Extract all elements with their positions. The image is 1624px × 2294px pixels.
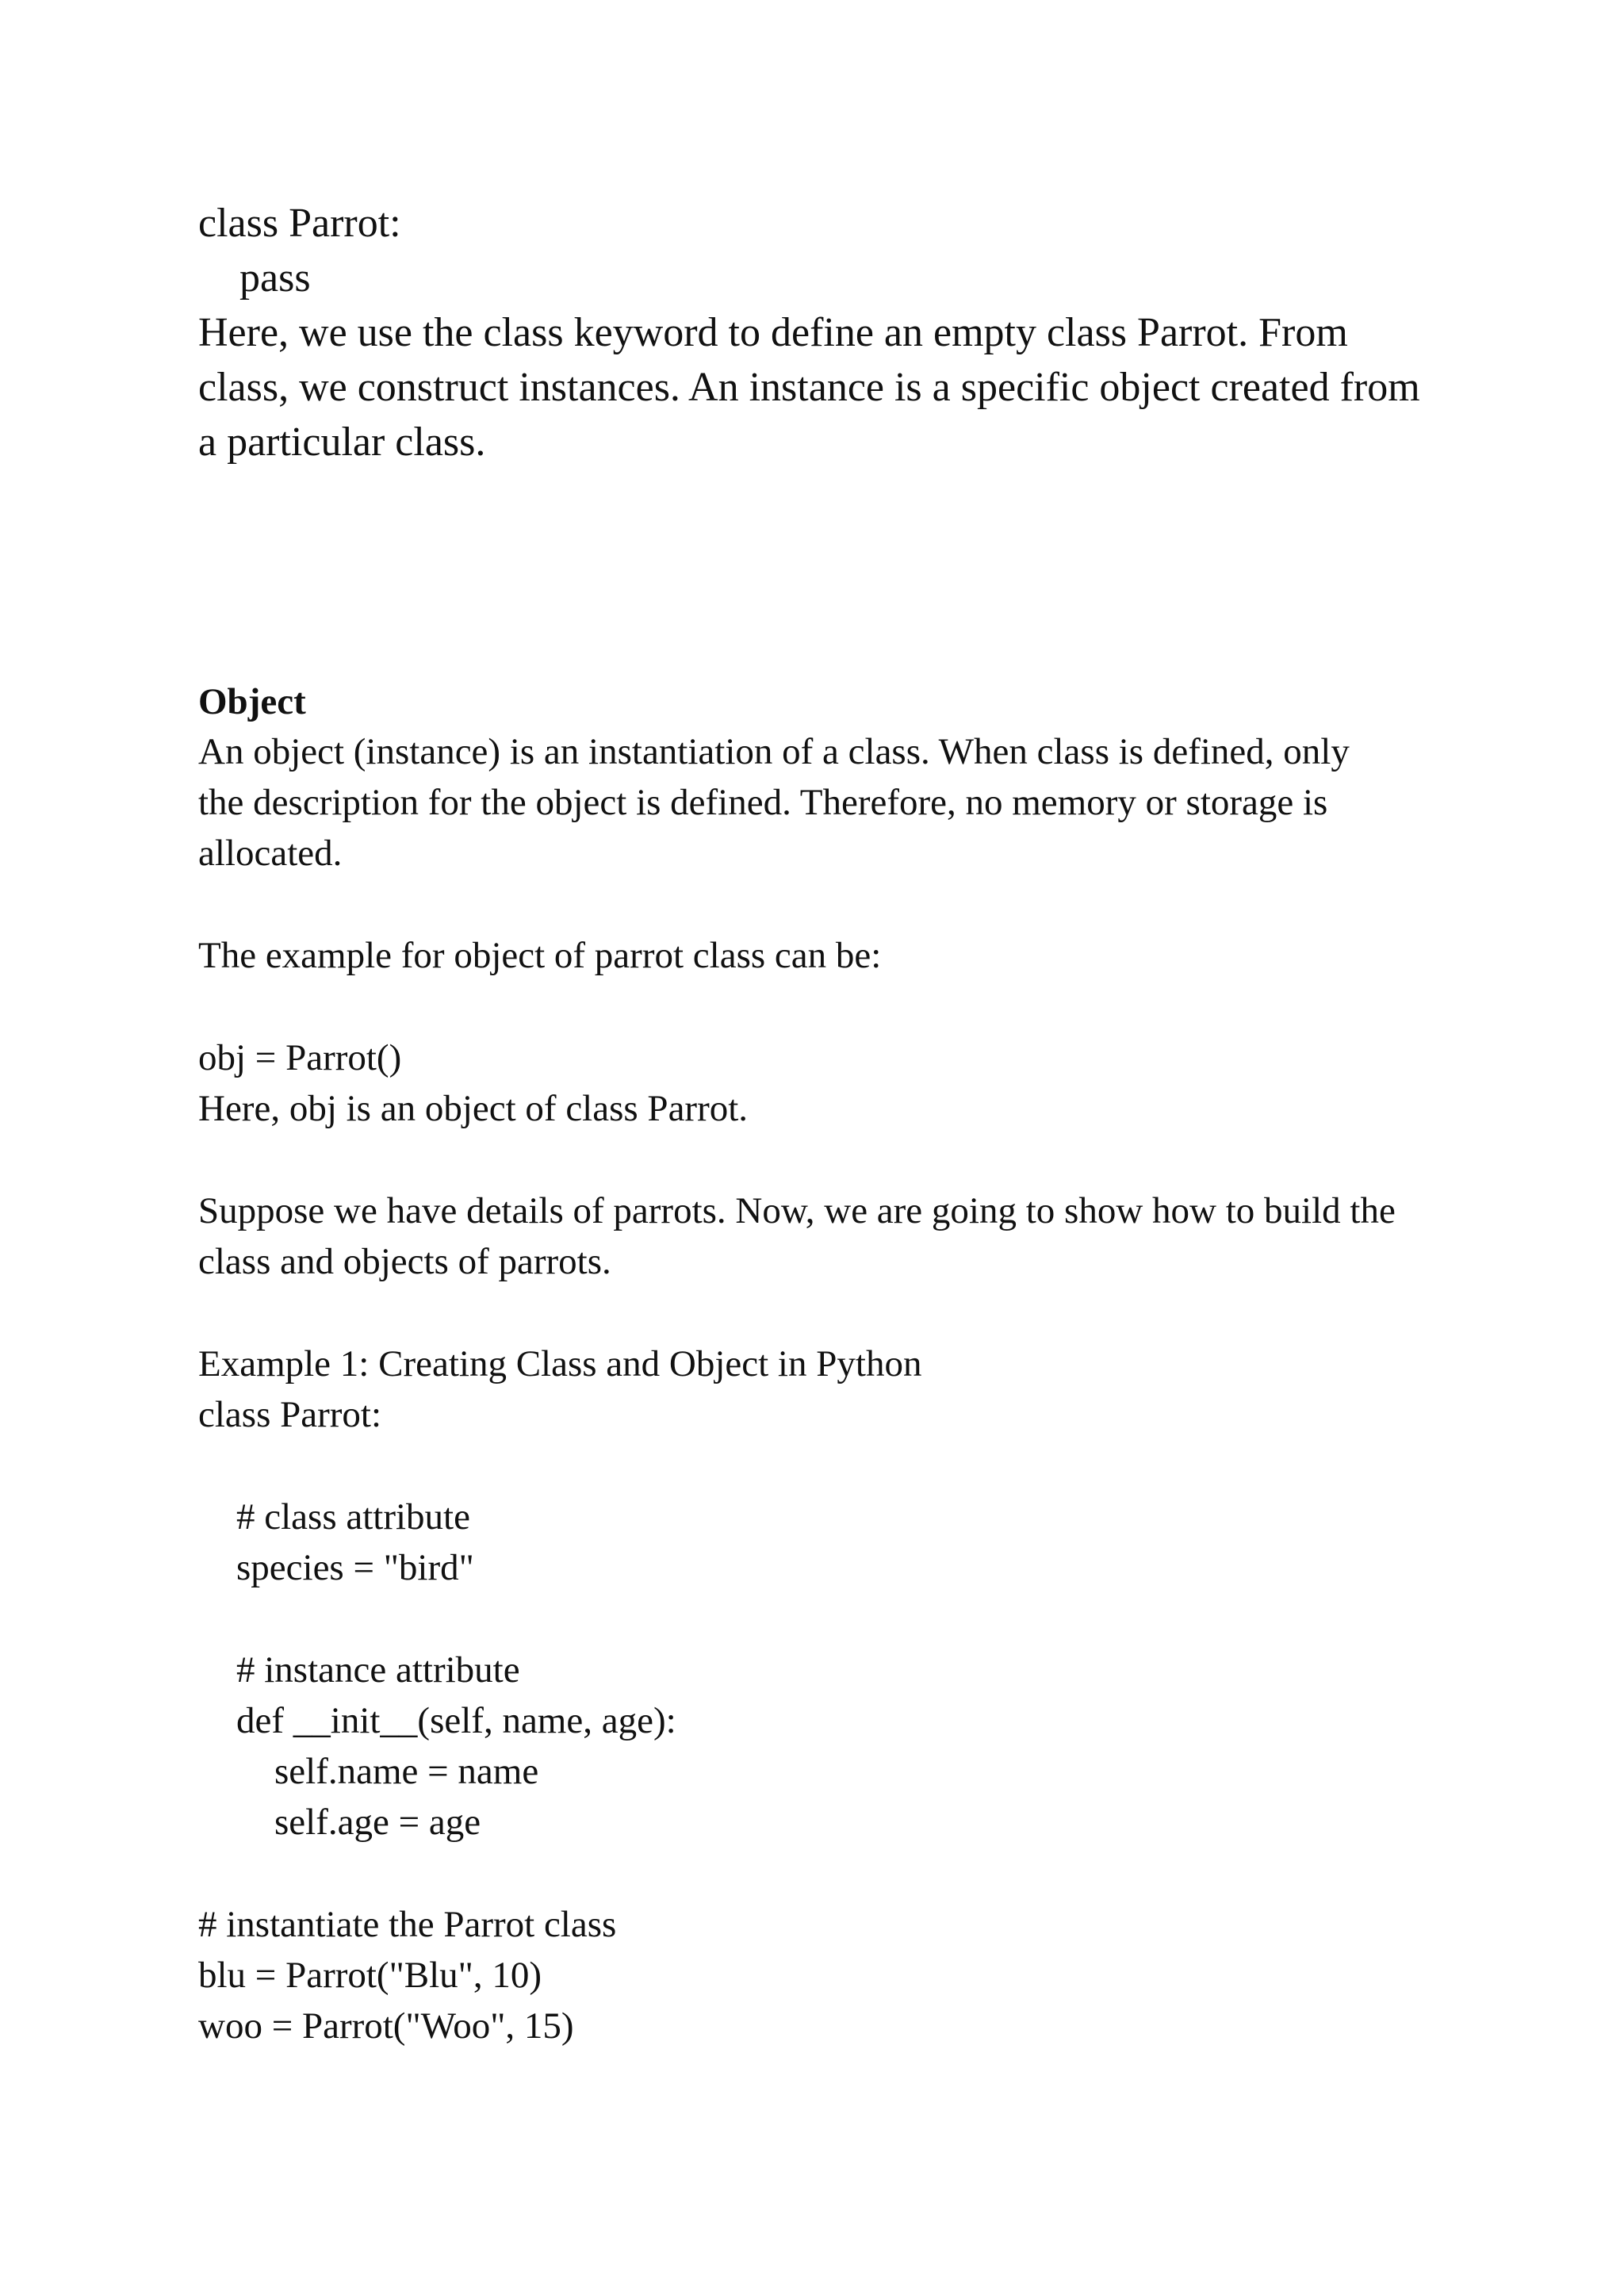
code-line: woo = Parrot("Woo", 15) [198,2005,574,2047]
code-line: self.name = name [274,1751,539,1792]
paragraph-line: class, we construct instances. An instance is a specific object created from [198,365,1420,410]
code-line: def __init__(self, name, age): [236,1700,676,1741]
paragraph-line: class and objects of parrots. [198,1241,611,1282]
section-heading-object: Object [198,681,306,722]
paragraph-line: allocated. [198,833,343,874]
code-line-pass: pass [198,255,311,301]
paragraph-line: An object (instance) is an instantiation of a class. When class is defined, only [198,731,1350,772]
code-line: # instance attribute [236,1649,520,1691]
code-line: self.age = age [274,1802,481,1843]
paragraph-line: Here, obj is an object of class Parrot. [198,1088,749,1129]
code-line: # instantiate the Parrot class [198,1904,617,1945]
paragraph-line: Here, we use the class keyword to define an empty class Parrot. From [198,310,1348,355]
paragraph-line: a particular class. [198,419,486,465]
example-title: Example 1: Creating Class and Object in Python [198,1343,922,1384]
code-line: class Parrot: [198,1394,382,1435]
code-line-class-parrot: class Parrot: [198,201,401,246]
code-line: obj = Parrot() [198,1037,402,1078]
paragraph-line: The example for object of parrot class can be: [198,935,882,976]
code-line: species = "bird" [236,1547,474,1588]
paragraph-line: the description for the object is defined. Therefore, no memory or storage is [198,782,1328,823]
paragraph-line: Suppose we have details of parrots. Now, we are going to show how to build the [198,1190,1396,1231]
code-line: # class attribute [236,1496,470,1538]
code-line: blu = Parrot("Blu", 10) [198,1955,542,1996]
